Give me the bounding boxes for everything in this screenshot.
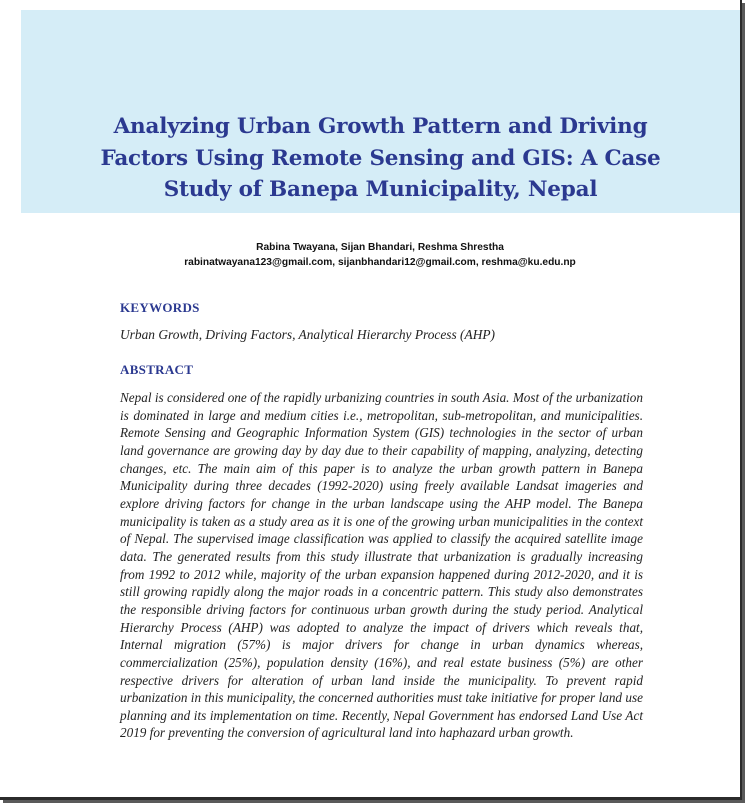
author-emails: rabinatwayana123@gmail.com, sijanbhandari12@gmail.com, reshma@ku.edu.np: [184, 257, 576, 268]
title-line-2: Factors Using Remote Sensing and GIS: A Case: [100, 145, 661, 171]
keywords-heading: KEYWORDS: [120, 300, 200, 315]
title-line-1: Analyzing Urban Growth Pattern and Driving: [113, 114, 648, 139]
abstract-heading: ABSTRACT: [120, 362, 194, 377]
title-line-3: Study of Banepa Municipality, Nepal: [163, 177, 598, 202]
abstract-text: Nepal is considered one of the rapidly urbanizing countries in south Asia. Most of the urbanization is dominated in large and medium cities i.e., metropolitan, sub-metropolitan, and municipalities. Remote Sensing and Geographic Information System (GIS) technologies in the sector of urban land governance are growing day by day due to their capability of mapping, analyzing, detecting changes, etc. The main aim of this paper is to analyze the urban growth pattern in Banepa Municipality during three decades (1992-2020) using freely available Landsat imageries and explore driving factors for change in the urban landscape using the AHP model. The Banepa municipality is taken as a study area as it is one of the growing urban municipalities in the context of Nepal. The supervised image classification was applied to classify the acquired satellite image data. The generated results from this study illustrate that urbanization is gradually increasing from 1992 to 2012 while, majority of the urban expansion happened during 2012-2020, and it is still growing rapidly along the major roads in a concentric pattern. This study also demonstrates the responsible driving factors for continuous urban growth during the study period. Analytical Hierarchy Process (AHP) was adopted to analyze the impact of drivers which reveals that, Internal migration (57%) is major drivers for change in urban dynamics whereas, commercialization (25%), population density (16%), and real estate business (5%) are other respective drivers for alteration of urban land inside the municipality. To prevent rapid urbanization in this municipality, the concerned authorities must take initiative for proper land use planning and its implementation on time. Recently, Nepal Government has endorsed Land Use Act 2019 for preventing the conversion of agricultural land into haphazard urban growth.: [120, 390, 643, 741]
author-names: Rabina Twayana, Sijan Bhandari, Reshma Shrestha: [256, 242, 504, 253]
paper-title: [21, 111, 740, 206]
author-block: [0, 240, 748, 270]
title-banner: [21, 10, 740, 213]
keywords-text: Urban Growth, Driving Factors, Analytical Hierarchy Process (AHP): [120, 327, 496, 342]
